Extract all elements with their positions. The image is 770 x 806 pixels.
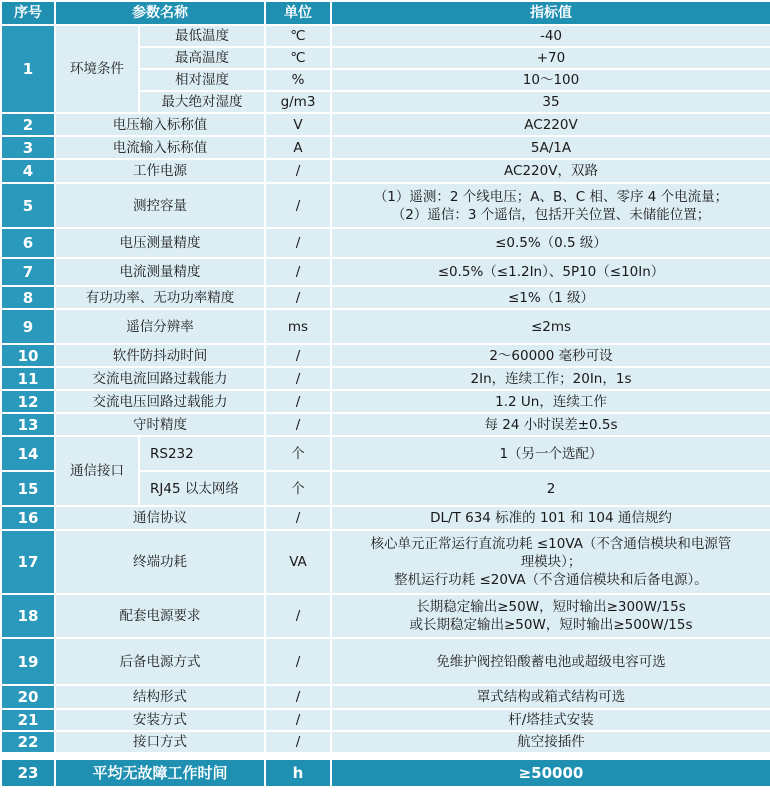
value-line: （2）遥信：3 个遥信，包括开关位置、未储能位置； (391, 206, 711, 223)
table-row (1, 594, 770, 638)
param-value: 1（另一个选配） (331, 436, 770, 471)
table-row (1, 136, 770, 159)
param-unit: / (265, 159, 331, 183)
param-name: 交流电流回路过载能力 (55, 367, 265, 390)
row-number: 16 (1, 506, 55, 530)
row-number: 2 (1, 113, 55, 136)
param-name: 结构形式 (55, 685, 265, 709)
param-name: 有功功率、无功功率精度 (55, 286, 265, 309)
param-unit: 个 (265, 436, 331, 471)
param-name: 工作电源 (55, 159, 265, 183)
param-value: 罩式结构或箱式结构可选 (331, 685, 770, 709)
param-name: 后备电源方式 (55, 638, 265, 685)
row-number: 18 (1, 594, 55, 638)
header-no: 序号 (1, 1, 55, 25)
param-value: 2In，连续工作；20In，1s (331, 367, 770, 390)
param-name: 接口方式 (55, 731, 265, 753)
value-line: （1）遥测：2 个线电压；A、B、C 相、零序 4 个电流量； (373, 188, 729, 205)
param-value: +70 (331, 47, 770, 69)
param-value: 2 (331, 471, 770, 506)
table-row (1, 731, 770, 753)
param-unit: A (265, 136, 331, 159)
table-row (1, 228, 770, 258)
row-number: 17 (1, 530, 55, 594)
header-name: 参数名称 (55, 1, 265, 25)
param-unit: h (265, 759, 331, 787)
param-value (331, 183, 770, 228)
param-unit: / (265, 183, 331, 228)
param-unit: / (265, 709, 331, 731)
table-row (1, 258, 770, 286)
param-unit: / (265, 594, 331, 638)
param-unit: 个 (265, 471, 331, 506)
param-name: 交流电压回路过载能力 (55, 390, 265, 413)
param-value (331, 594, 770, 638)
header-unit: 单位 (265, 1, 331, 25)
row-number: 12 (1, 390, 55, 413)
row-number: 23 (1, 759, 55, 787)
param-unit: / (265, 390, 331, 413)
param-value: AC220V (331, 113, 770, 136)
param-value: 5A/1A (331, 136, 770, 159)
table-row (1, 413, 770, 436)
param-value: 1.2 Un，连续工作 (331, 390, 770, 413)
param-name: 测控容量 (55, 183, 265, 228)
table-row (1, 759, 770, 787)
param-unit: / (265, 286, 331, 309)
param-name: 遥信分辨率 (55, 309, 265, 344)
param-value: 免维护阀控铅酸蓄电池或超级电容可选 (331, 638, 770, 685)
table-row (1, 286, 770, 309)
param-unit: ms (265, 309, 331, 344)
row-number: 14 (1, 436, 55, 471)
param-unit: V (265, 113, 331, 136)
param-value: 10～100 (331, 69, 770, 91)
row-number: 13 (1, 413, 55, 436)
table-row (1, 685, 770, 709)
param-value: 2～60000 毫秒可设 (331, 344, 770, 367)
table-row (1, 159, 770, 183)
param-name: 电压测量精度 (55, 228, 265, 258)
row-number: 21 (1, 709, 55, 731)
param-unit: / (265, 367, 331, 390)
param-unit: / (265, 506, 331, 530)
param-value: 每 24 小时误差±0.5s (331, 413, 770, 436)
param-name: 最高温度 (139, 47, 265, 69)
table-row (1, 506, 770, 530)
row-number: 22 (1, 731, 55, 753)
row-number: 1 (1, 25, 55, 113)
param-unit: ℃ (265, 47, 331, 69)
param-unit: / (265, 685, 331, 709)
param-value: AC220V，双路 (331, 159, 770, 183)
param-unit: / (265, 413, 331, 436)
table-row (1, 183, 770, 228)
row-number: 3 (1, 136, 55, 159)
param-unit: % (265, 69, 331, 91)
table-row (1, 638, 770, 685)
param-name: 电压输入标称值 (55, 113, 265, 136)
param-value: DL/T 634 标准的 101 和 104 通信规约 (331, 506, 770, 530)
row-number: 5 (1, 183, 55, 228)
value-line: 整机运行功耗 ≤20VA（不含通信模块和后备电源）。 (394, 572, 708, 588)
param-name: 最低温度 (139, 25, 265, 47)
param-name: 配套电源要求 (55, 594, 265, 638)
table-row (1, 436, 770, 471)
row-number: 7 (1, 258, 55, 286)
header-value: 指标值 (331, 1, 770, 25)
row-number: 8 (1, 286, 55, 309)
table-row (1, 530, 770, 594)
param-unit: / (265, 258, 331, 286)
param-name: 终端功耗 (55, 530, 265, 594)
group-label-env: 环境条件 (55, 25, 139, 113)
param-name: RJ45 以太网络 (139, 471, 265, 506)
param-value: ≤0.5%（0.5 级） (331, 228, 770, 258)
table-row (1, 344, 770, 367)
row-number: 11 (1, 367, 55, 390)
param-name: 软件防抖动时间 (55, 344, 265, 367)
table-row (1, 390, 770, 413)
param-value: 35 (331, 91, 770, 113)
table-row (1, 25, 770, 47)
param-value: ≤0.5%（≤1.2In）、5P10（≤10In） (331, 258, 770, 286)
row-number: 15 (1, 471, 55, 506)
param-unit: / (265, 731, 331, 753)
group-label-comm: 通信接口 (55, 436, 139, 506)
param-unit: / (265, 228, 331, 258)
param-value: ≤2ms (331, 309, 770, 344)
row-number: 9 (1, 309, 55, 344)
value-line: 核心单元正常运行直流功耗 ≤10VA（不含通信模块和电源管 (370, 536, 732, 552)
row-number: 6 (1, 228, 55, 258)
param-unit: VA (265, 530, 331, 594)
param-value: ≤1%（1 级） (331, 286, 770, 309)
param-name: 平均无故障工作时间 (55, 759, 265, 787)
row-number: 10 (1, 344, 55, 367)
param-name: 守时精度 (55, 413, 265, 436)
table-row (1, 309, 770, 344)
param-value: ≥50000 (331, 759, 770, 787)
row-number: 4 (1, 159, 55, 183)
param-name: 安装方式 (55, 709, 265, 731)
row-number: 19 (1, 638, 55, 685)
param-unit: g/m3 (265, 91, 331, 113)
value-line: 理模块）； (520, 554, 582, 570)
value-line: 或长期稳定输出≥50W，短时输出≥500W/15s (409, 617, 693, 633)
param-unit: / (265, 638, 331, 685)
param-name: RS232 (139, 436, 265, 471)
table-row (1, 367, 770, 390)
param-name: 通信协议 (55, 506, 265, 530)
param-value: 航空接插件 (331, 731, 770, 753)
row-number: 20 (1, 685, 55, 709)
param-name: 电流测量精度 (55, 258, 265, 286)
header-row (1, 1, 770, 25)
param-unit: ℃ (265, 25, 331, 47)
param-name: 电流输入标称值 (55, 136, 265, 159)
param-name: 相对湿度 (139, 69, 265, 91)
param-name: 最大绝对湿度 (139, 91, 265, 113)
param-value: -40 (331, 25, 770, 47)
param-unit: / (265, 344, 331, 367)
param-value: 杆/塔挂式安装 (331, 709, 770, 731)
param-value (331, 530, 770, 594)
table-row (1, 113, 770, 136)
value-line: 长期稳定输出≥50W，短时输出≥300W/15s (416, 599, 686, 615)
table-row (1, 709, 770, 731)
